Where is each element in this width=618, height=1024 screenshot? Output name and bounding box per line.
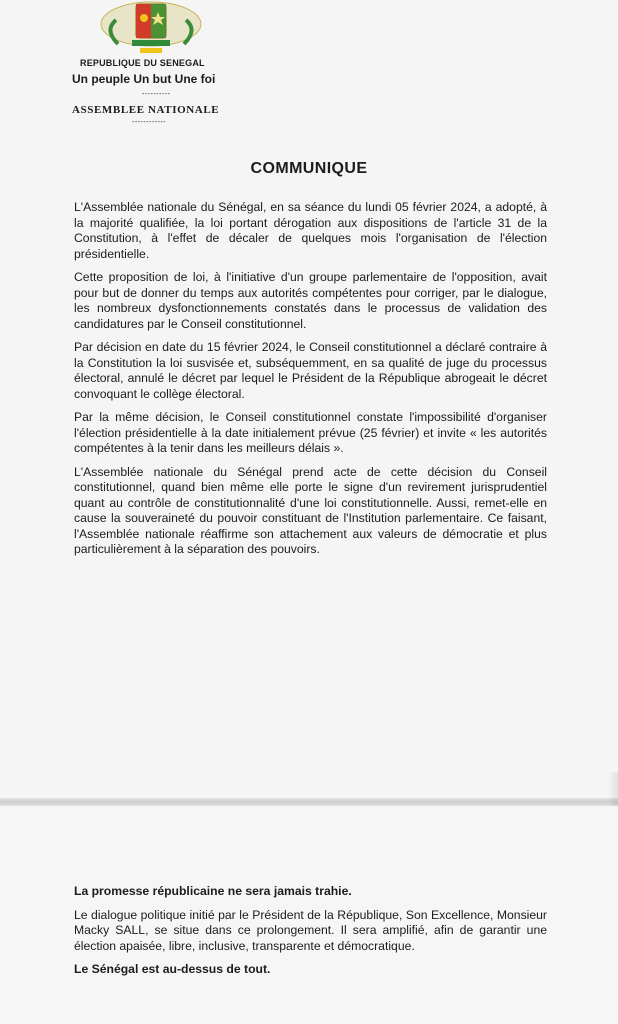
closing-statement: Le Sénégal est au-dessus de tout. (74, 962, 271, 976)
page2-heading: La promesse républicaine ne sera jamais trahie. (74, 884, 352, 898)
paragraph: L'Assemblée nationale du Sénégal prend acte de cette décision du Conseil constitutionnel, quand bien même elle porte le signe d'un revirement jurisprudentiel quant au contrôle de constitutionnalité d'une loi constitutionnelle. Aussi, remet-elle en cause la souveraineté du pouvoir constituant de l'Institution parlementaire. Ce faisant, l'Assemblée nationale réaffirme son attachement aux valeurs de démocratie et plus particulièrement à la séparation des pouvoirs. (74, 464, 547, 556)
paragraph: Par décision en date du 15 février 2024, le Conseil constitutionnel a déclaré contraire à la Constitution la loi susvisée et, subséquemment, en sa qualité de juge du processus électoral, annulé le décret par lequel le Président de la République abrogeait le décret convoquant le collège électoral. (74, 340, 547, 401)
senegal-coat-of-arms-icon (96, 0, 206, 58)
paragraph: Par la même décision, le Conseil constitutionnel constate l'impossibilité d'organiser l'élection présidentielle à la date initialement prévue (25 février) et invite « les autorités compétentes à la tenir dans les meilleurs délais ». (74, 410, 547, 455)
paragraph: L'Assemblée nationale du Sénégal, en sa séance du lundi 05 février 2024, a adopté, à la majorité qualifiée, la loi portant dérogation aux dispositions de l'article 31 de la Constitution, à l'effet de décaler de quelques mois l'organisation de l'élection présidentielle. (74, 200, 547, 261)
separator-dashes: ---------- (142, 91, 171, 98)
page-divider (0, 798, 618, 806)
republic-label: REPUBLIQUE DU SENEGAL (80, 58, 205, 68)
assembly-label: ASSEMBLEE NATIONALE (72, 104, 220, 116)
document-title: COMMUNIQUE (250, 160, 368, 177)
national-motto: Un peuple Un but Une foi (72, 72, 216, 86)
separator-dashes: ------------ (132, 119, 166, 126)
document-body (74, 200, 547, 566)
paragraph: Cette proposition de loi, à l'initiative d'un groupe parlementaire de l'opposition, avait pour but de donner du temps aux autorités compétentes pour corriger, par le dialogue, les nombreux dysfonctionnements constatés dans le processus de validation des candidatures par le Conseil constitutionnel. (74, 270, 547, 331)
paragraph: Le dialogue politique initié par le Président de la République, Son Excellence, Monsieur Macky SALL, se situe dans ce prolongement. Il sera amplifié, afin de garantir une élection apaisée, libre, inclusive, transparente et démocratique. (74, 907, 547, 953)
document-body-page-2 (74, 884, 547, 986)
